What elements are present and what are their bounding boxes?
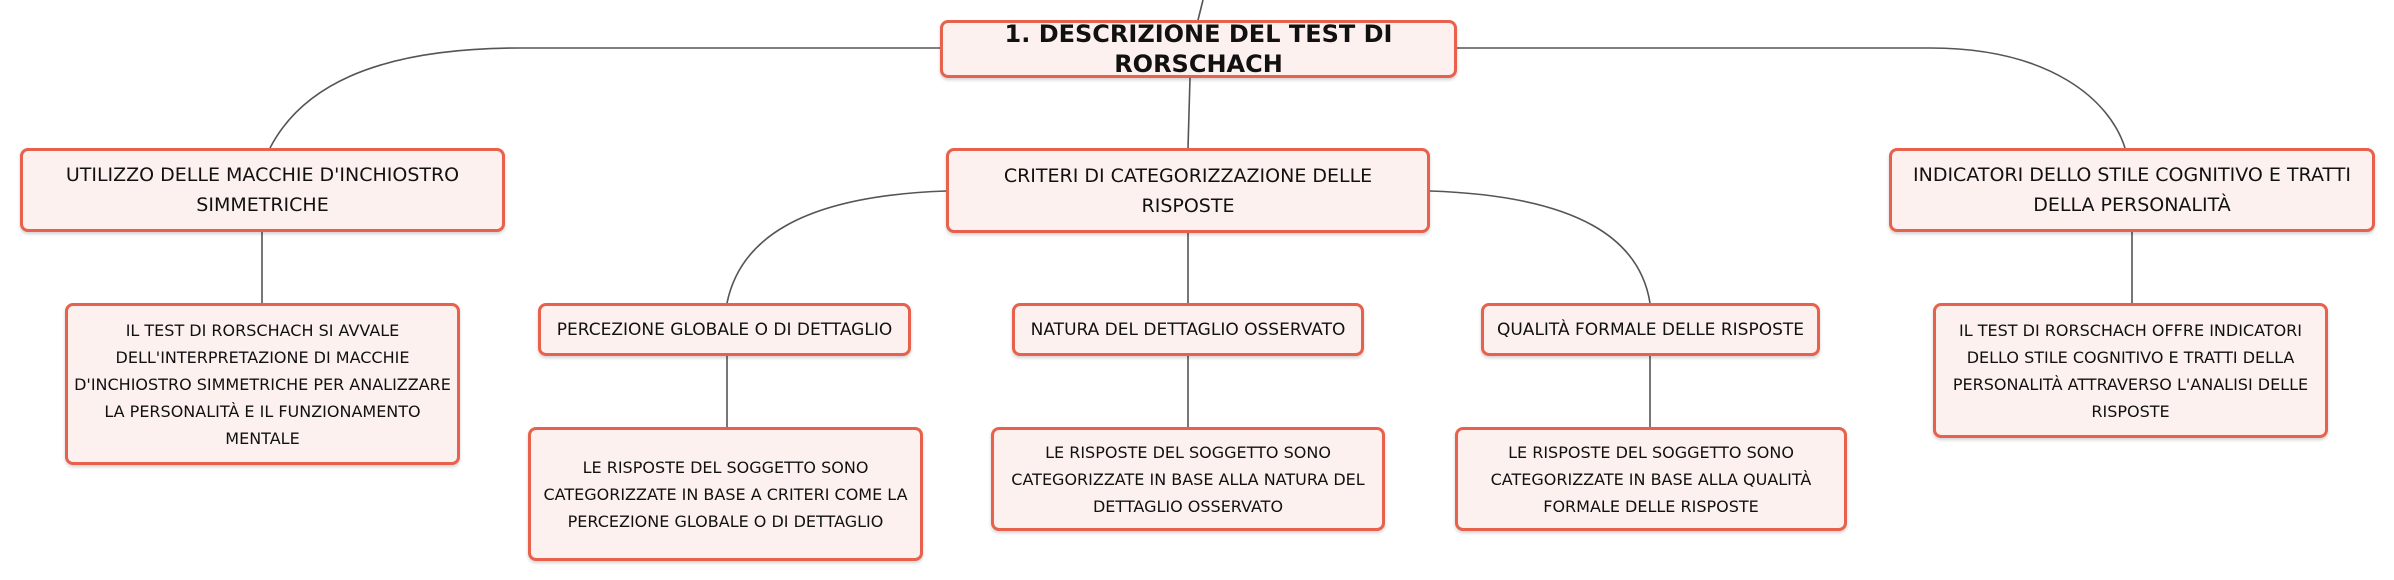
topic-node-indicatori[interactable]: [1889, 148, 2375, 232]
topic-node-macchie[interactable]: [20, 148, 505, 232]
detail-node-indicatori[interactable]: [1933, 303, 2328, 438]
detail-node-percezione[interactable]: [528, 427, 923, 561]
detail-node-qualita[interactable]: [1455, 427, 1847, 531]
detail-text-macchie: IL TEST DI RORSCHACH SI AVVALE DELL'INTERPRETAZIONE DI MACCHIE D'INCHIOSTRO SIMMETRICHE PER ANALIZZARE LA PERSONALITÀ E IL FUNZIONAMENTO MENTALE: [74, 320, 451, 448]
detail-text-percezione: LE RISPOSTE DEL SOGGETTO SONO CATEGORIZZATE IN BASE A CRITERI COME LA PERCEZIONE GLOBALE O DI DETTAGLIO: [543, 457, 908, 531]
connector-criteri-to-qualita: [1430, 191, 1650, 303]
detail-text-indicatori: IL TEST DI RORSCHACH OFFRE INDICATORI DELLO STILE COGNITIVO E TRATTI DELLA PERSONALITÀ ATTRAVERSO L'ANALISI DELLE RISPOSTE: [1952, 320, 2309, 421]
root-topic-node[interactable]: [940, 20, 1457, 78]
connector-to-parent: [1198, 0, 1203, 20]
subtopic-node-natura[interactable]: [1012, 303, 1364, 356]
subtopic-node-percezione[interactable]: [538, 303, 911, 356]
detail-node-macchie[interactable]: [65, 303, 460, 465]
root-topic-label: 1. DESCRIZIONE DEL TEST DI RORSCHACH: [1004, 20, 1393, 78]
topic-label-macchie: UTILIZZO DELLE MACCHIE D'INCHIOSTRO SIMMETRICHE: [65, 164, 460, 216]
topic-label-criteri: CRITERI DI CATEGORIZZAZIONE DELLE RISPOSTE: [1003, 164, 1373, 217]
detail-node-natura[interactable]: [991, 427, 1385, 531]
connector-criteri-to-percezione: [727, 191, 946, 303]
topic-label-indicatori: INDICATORI DELLO STILE COGNITIVO E TRATTI DELLA PERSONALITÀ: [1913, 164, 2351, 216]
subtopic-node-qualita[interactable]: [1481, 303, 1820, 356]
connector-root-to-macchie: [270, 48, 940, 148]
topic-node-criteri[interactable]: [946, 148, 1430, 233]
detail-text-natura: LE RISPOSTE DEL SOGGETTO SONO CATEGORIZZATE IN BASE ALLA NATURA DEL DETTAGLIO OSSERVATO: [1011, 442, 1365, 516]
subtopic-label-percezione: PERCEZIONE GLOBALE O DI DETTAGLIO: [556, 319, 893, 340]
subtopic-label-qualita: QUALITÀ FORMALE DELLE RISPOSTE: [1496, 319, 1804, 340]
detail-text-qualita: LE RISPOSTE DEL SOGGETTO SONO CATEGORIZZATE IN BASE ALLA QUALITÀ FORMALE DELLE RISPOSTE: [1490, 442, 1812, 516]
subtopic-label-natura: NATURA DEL DETTAGLIO OSSERVATO: [1030, 319, 1346, 340]
connector-root-to-criteri: [1188, 78, 1190, 148]
connector-root-to-indicatori: [1457, 48, 2125, 148]
